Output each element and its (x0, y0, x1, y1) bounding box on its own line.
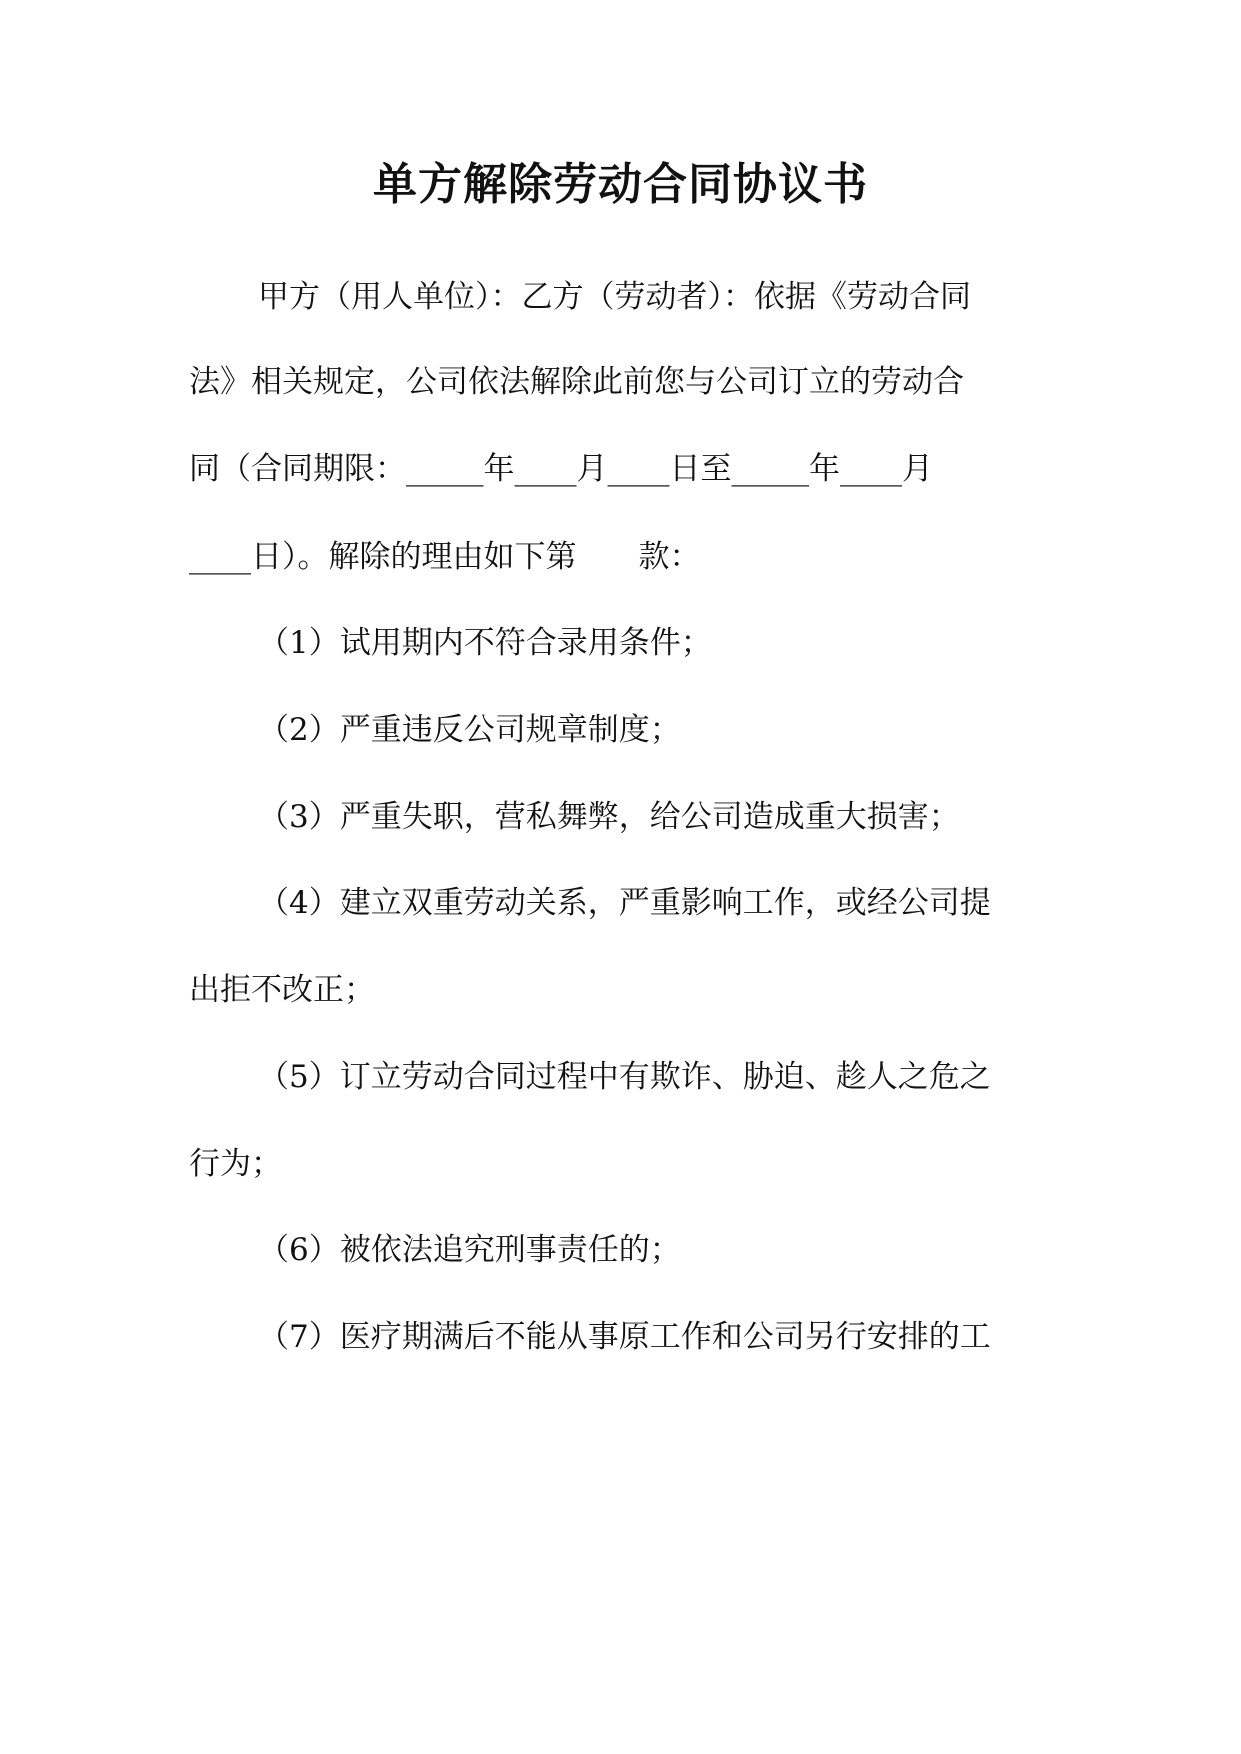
list-item: （7）医疗期满后不能从事原工作和公司另行安排的工 (258, 1319, 991, 1355)
paragraph-line: 甲方（用人单位）：乙方（劳动者）：依据《劳动合同 (258, 279, 971, 315)
list-item-continuation: 行为； (189, 1146, 282, 1182)
document-title: 单方解除劳动合同协议书 (373, 159, 868, 210)
list-item: （1）试用期内不符合录用条件； (258, 625, 712, 661)
paragraph-line: 法》相关规定，公司依法解除此前您与公司订立的劳动合 (189, 364, 964, 400)
list-item: （4）建立双重劳动关系，严重影响工作，或经公司提 (258, 885, 991, 921)
list-item: （5）订立劳动合同过程中有欺诈、胁迫、趁人之危之 (258, 1059, 991, 1095)
paragraph-line: 同（合同期限：_____年____月____日至_____年____月 (189, 451, 933, 487)
list-item: （3）严重失职，营私舞弊，给公司造成重大损害； (258, 799, 960, 835)
list-item-continuation: 出拒不改正； (189, 972, 375, 1008)
list-item: （2）严重违反公司规章制度； (258, 712, 681, 748)
paragraph-line: ____日）。解除的理由如下第 款： (189, 539, 701, 575)
list-item: （6）被依法追究刑事责任的； (258, 1232, 681, 1268)
